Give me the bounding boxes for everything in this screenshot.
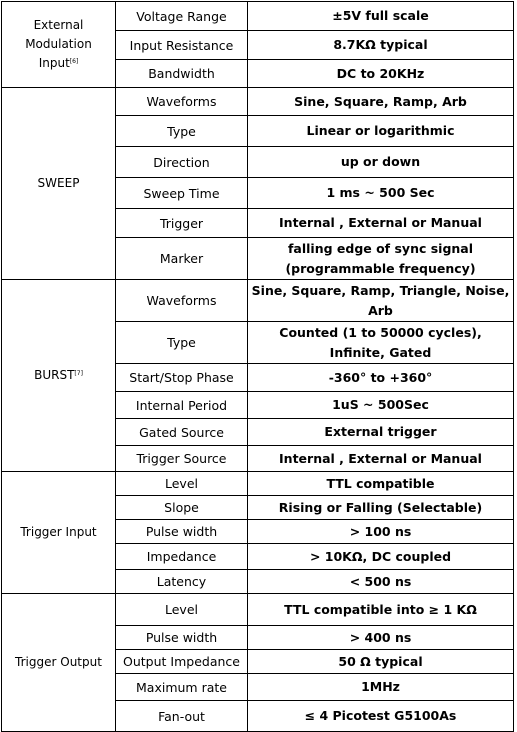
param-cell: Slope <box>116 496 248 520</box>
footnote-ref: [6] <box>69 58 79 65</box>
value-cell: 1uS ~ 500Sec <box>248 392 514 419</box>
value-cell: 50 Ω typical <box>248 650 514 674</box>
table-row <box>2 2 514 31</box>
table-row <box>2 594 514 626</box>
group-trigger-input: Trigger Input <box>2 472 116 594</box>
param-cell: Fan-out <box>116 701 248 732</box>
value-cell: > 10KΩ, DC coupled <box>248 544 514 570</box>
table-row <box>2 472 514 496</box>
param-cell: Type <box>116 322 248 364</box>
value-cell: Sine, Square, Ramp, Triangle, Noise, Arb <box>248 280 514 322</box>
value-cell: External trigger <box>248 419 514 446</box>
value-cell: Linear or logarithmic <box>248 116 514 147</box>
param-cell: Waveforms <box>116 88 248 116</box>
group-label-line: Input <box>38 56 70 70</box>
param-cell: Pulse width <box>116 626 248 650</box>
group-trigger-output: Trigger Output <box>2 594 116 732</box>
param-cell: Type <box>116 116 248 147</box>
value-cell: TTL compatible <box>248 472 514 496</box>
value-cell: Internal , External or Manual <box>248 209 514 238</box>
param-cell: Pulse width <box>116 520 248 544</box>
param-cell: Output Impedance <box>116 650 248 674</box>
group-label-line: External <box>33 18 84 32</box>
group-label: BURST <box>34 368 75 382</box>
value-cell: ≤ 4 Picotest G5100As <box>248 701 514 732</box>
value-cell: 1 ms ~ 500 Sec <box>248 178 514 209</box>
param-cell: Voltage Range <box>116 2 248 31</box>
param-cell: Input Resistance <box>116 31 248 60</box>
value-cell: Counted (1 to 50000 cycles), Infinite, Gated <box>248 322 514 364</box>
value-cell: falling edge of sync signal (programmable frequency) <box>248 238 514 280</box>
group-external-modulation-input <box>2 2 116 88</box>
group-label-line: Modulation <box>25 37 92 51</box>
param-cell: Trigger Source <box>116 446 248 472</box>
specifications-table <box>1 1 514 732</box>
group-sweep: SWEEP <box>2 88 116 280</box>
table-row <box>2 88 514 116</box>
param-cell: Maximum rate <box>116 674 248 701</box>
value-cell: DC to 20KHz <box>248 60 514 88</box>
value-cell: > 100 ns <box>248 520 514 544</box>
param-cell: Waveforms <box>116 280 248 322</box>
param-cell: Level <box>116 472 248 496</box>
value-cell: Internal , External or Manual <box>248 446 514 472</box>
param-cell: Marker <box>116 238 248 280</box>
footnote-ref: [7] <box>74 370 83 377</box>
group-burst <box>2 280 116 472</box>
param-cell: Internal Period <box>116 392 248 419</box>
value-cell: 1MHz <box>248 674 514 701</box>
param-cell: Latency <box>116 570 248 594</box>
param-cell: Impedance <box>116 544 248 570</box>
param-cell: Start/Stop Phase <box>116 364 248 392</box>
value-cell: 8.7KΩ typical <box>248 31 514 60</box>
value-cell: up or down <box>248 147 514 178</box>
value-cell: TTL compatible into ≥ 1 KΩ <box>248 594 514 626</box>
table-row <box>2 280 514 322</box>
param-cell: Sweep Time <box>116 178 248 209</box>
value-cell: < 500 ns <box>248 570 514 594</box>
value-cell: Rising or Falling (Selectable) <box>248 496 514 520</box>
value-cell: Sine, Square, Ramp, Arb <box>248 88 514 116</box>
value-cell: ±5V full scale <box>248 2 514 31</box>
param-cell: Bandwidth <box>116 60 248 88</box>
value-cell: > 400 ns <box>248 626 514 650</box>
param-cell: Direction <box>116 147 248 178</box>
param-cell: Level <box>116 594 248 626</box>
param-cell: Gated Source <box>116 419 248 446</box>
param-cell: Trigger <box>116 209 248 238</box>
value-cell: -360° to +360° <box>248 364 514 392</box>
